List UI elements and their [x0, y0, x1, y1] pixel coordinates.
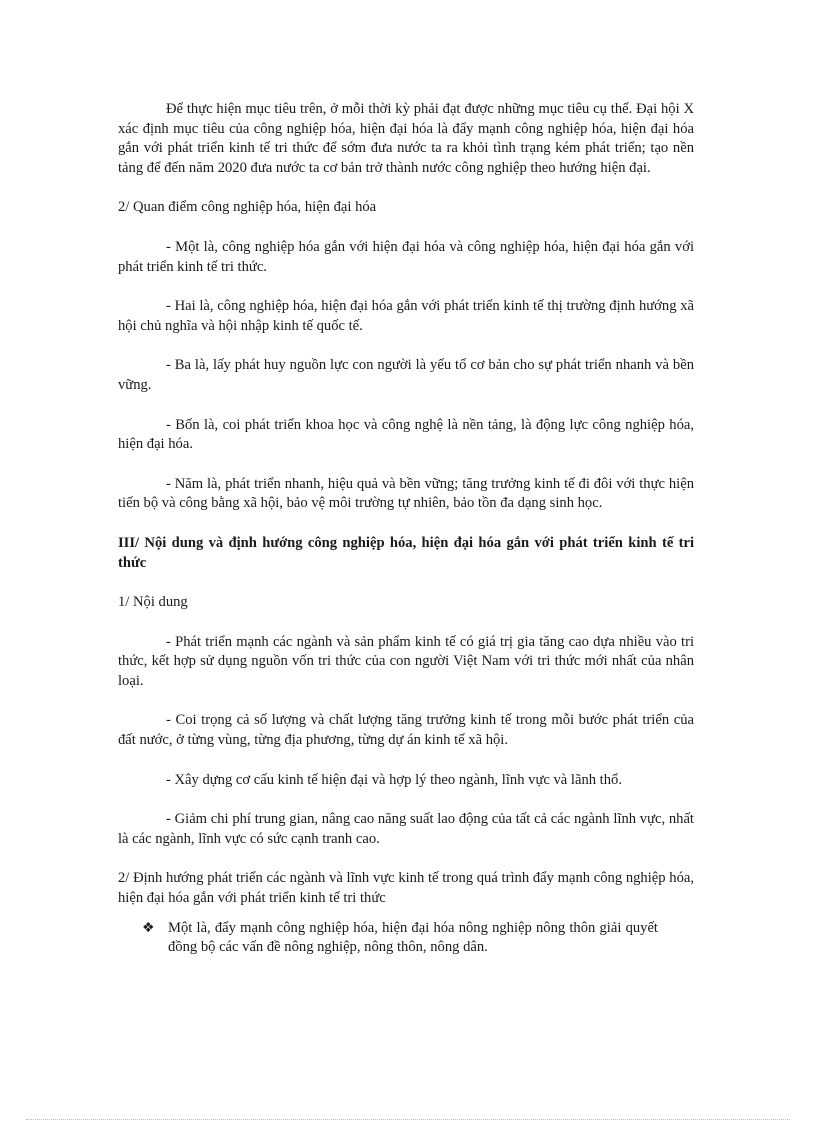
section-heading-viewpoints: 2/ Quan điểm công nghiệp hóa, hiện đại hóa — [118, 199, 377, 216]
content-item: - Xây dựng cơ cấu kinh tế hiện đại và hợp lý theo ngành, lĩnh vực và lãnh thổ. — [166, 771, 622, 788]
document-page — [118, 100, 694, 958]
content-item: - Giảm chi phí trung gian, nâng cao năng suất lao động của tất cả các ngành lĩnh vực, nhất là các ngành, lĩnh vực có sức cạnh tranh cao. — [118, 811, 694, 847]
section-heading-content-orientation: III/ Nội dung và định hướng công nghiệp hóa, hiện đại hóa gắn với phát triển kinh tế tri thức — [118, 534, 694, 571]
content-item: - Coi trọng cả số lượng và chất lượng tăng trưởng kinh tế trong mỗi bước phát triển của đất nước, ở từng vùng, từng địa phương, từng dự án kinh tế xã hội. — [118, 712, 694, 749]
viewpoint-item: - Ba là, lấy phát huy nguồn lực con người là yếu tố cơ bản cho sự phát triển nhanh và bền vững. — [118, 357, 694, 393]
intro-paragraph: Để thực hiện mục tiêu trên, ở mỗi thời kỳ phải đạt được những mục tiêu cụ thể. Đại hội X xác định mục tiêu của công nghiệp hóa, hiện đại hóa là đẩy mạnh công nghiệp hóa, hiện đại hóa gắn với phát triển kinh tế tri thức để sớm đưa nước ta ra khỏi tình trạng kém phát triển; tạo nền tảng để đến năm 2020 đưa nước ta cơ bản trở thành nước công nghiệp theo hướng hiện đại. — [118, 101, 694, 176]
viewpoint-item: - Hai là, công nghiệp hóa, hiện đại hóa gắn với phát triển kinh tế thị trường định hướng xã hội chủ nghĩa và hội nhập kinh tế quốc tế. — [118, 298, 694, 334]
subsection-heading-content: 1/ Nội dung — [118, 594, 188, 611]
orientation-bullet-text: Một là, đẩy mạnh công nghiệp hóa, hiện đại hóa nông nghiệp nông thôn giải quyết đồng bộ các vấn đề nông nghiệp, nông thôn, nông dân. — [168, 919, 658, 956]
orientation-bullet-item — [118, 919, 694, 958]
content-item: - Phát triển mạnh các ngành và sản phẩm kinh tế có giá trị gia tăng cao dựa nhiều vào tri thức, kết hợp sử dụng nguồn vốn tri thức của con người Việt Nam với tri thức mới nhất của nhân loại. — [118, 633, 694, 689]
page-bottom-border — [26, 1119, 790, 1120]
viewpoint-item: - Bốn là, coi phát triển khoa học và công nghệ là nền tảng, là động lực công nghiệp hóa, hiện đại hóa. — [118, 416, 694, 453]
subsection-heading-orientation: 2/ Định hướng phát triển các ngành và lĩnh vực kinh tế trong quá trình đẩy mạnh công nghiệp hóa, hiện đại hóa gắn với phát triển kinh tế tri thức — [118, 870, 694, 907]
viewpoint-item: - Năm là, phát triển nhanh, hiệu quả và bền vững; tăng trưởng kinh tế đi đôi với thực hiện tiến bộ và công bằng xã hội, bảo vệ môi trường tự nhiên, bảo tồn đa dạng sinh học. — [118, 475, 694, 512]
viewpoint-item: - Một là, công nghiệp hóa gắn với hiện đại hóa và công nghiệp hóa, hiện đại hóa gắn với phát triển kinh tế tri thức. — [118, 238, 694, 275]
diamond-bullet-icon: ❖ — [142, 920, 155, 936]
